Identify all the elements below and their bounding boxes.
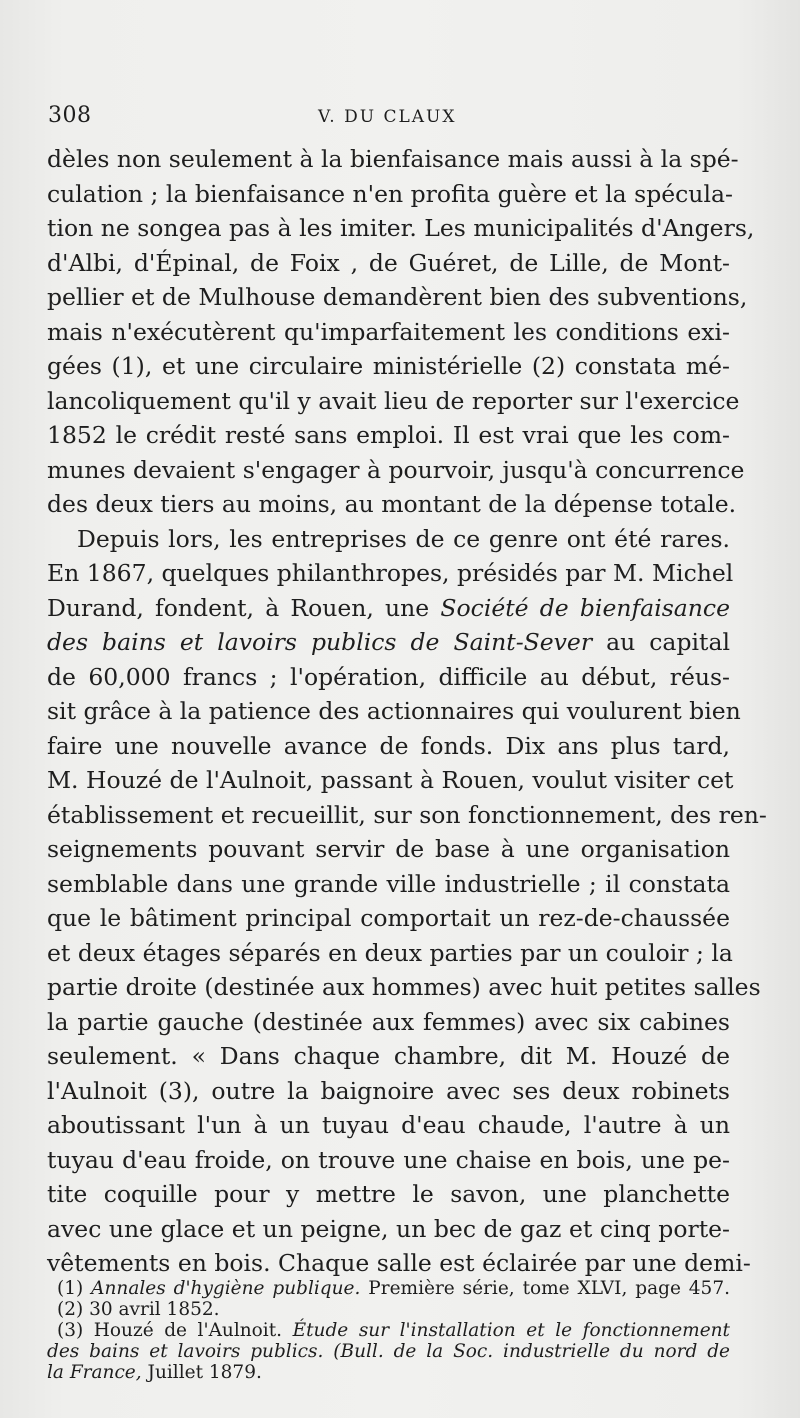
footnote-title: Étude sur l'installation et le fonctionnement — [292, 1320, 730, 1341]
text-line: gées (1), et une circulaire ministérielle (2) constata mé- — [47, 352, 730, 380]
text-line — [47, 591, 730, 626]
footnote-1 — [47, 1278, 730, 1299]
footnote-3-continued — [47, 1341, 730, 1362]
italic-title: des bains et lavoirs publics de Saint-Sever — [47, 628, 593, 656]
body-text — [47, 142, 767, 1281]
italic-title: Société de bienfaisance — [440, 593, 730, 622]
footnote-title: des bains et lavoirs publics. — [47, 1341, 324, 1362]
text-line: des deux tiers au moins, au montant de la dépense totale. — [47, 490, 737, 518]
footnote-text: Première série, tome XLVI, page 457. — [368, 1278, 730, 1299]
text-line: Depuis lors, les entreprises de ce genre ont été rares. — [77, 524, 730, 553]
footnote-source: (Bull. de la Soc. industrielle du nord de — [333, 1341, 730, 1362]
text-span: Durand, fondent, à Rouen, une — [47, 593, 430, 622]
page-number: 308 — [48, 103, 92, 128]
text-line: munes devaient s'engager à pourvoir, jusqu'à concurrence — [47, 455, 745, 484]
text-line: établissement et recueillit, sur son fonctionnement, des ren- — [47, 800, 767, 829]
footnote-2: (2) 30 avril 1852. — [57, 1299, 220, 1320]
text-line: culation ; la bienfaisance n'en profita guère et la spécula- — [47, 179, 733, 208]
text-line: seulement. « Dans chaque chambre, dit M. Houzé de — [47, 1042, 730, 1070]
text-line: 1852 le crédit resté sans emploi. Il est vrai que les com- — [47, 421, 730, 449]
text-line: M. Houzé de l'Aulnoit, passant à Rouen, voulut visiter cet — [47, 766, 734, 794]
text-line: mais n'exécutèrent qu'imparfaitement les conditions exi- — [47, 317, 730, 346]
text-line: tite coquille pour y mettre le savon, une planchette — [47, 1180, 730, 1208]
text-line: de 60,000 francs ; l'opération, difficile au début, réus- — [47, 662, 730, 691]
footnotes — [47, 1278, 730, 1383]
running-title: V. DU CLAUX — [318, 107, 457, 127]
text-line: tuyau d'eau froide, on trouve une chaise en bois, une pe- — [47, 1145, 730, 1174]
text-line: aboutissant l'un à un tuyau d'eau chaude, l'autre à un — [47, 1111, 730, 1139]
footnote-number: (1) — [57, 1278, 84, 1299]
text-line — [47, 625, 730, 660]
text-line: semblable dans une grande ville industrielle ; il constata — [47, 869, 730, 898]
text-line: et deux étages séparés en deux parties par un couloir ; la — [47, 938, 733, 967]
footnote-3 — [47, 1320, 730, 1341]
text-span: au capital — [606, 628, 730, 656]
footnote-date: Juillet 1879. — [147, 1362, 262, 1383]
text-line: l'Aulnoit (3), outre la baignoire avec ses deux robinets — [47, 1076, 730, 1105]
text-line: tion ne songea pas à les imiter. Les municipalités d'Angers, — [47, 214, 755, 242]
footnote-title: Annales d'hygiène publique. — [91, 1278, 361, 1299]
text-line: que le bâtiment principal comportait un rez-de-chaussée — [47, 904, 730, 932]
footnote-source: la France, — [47, 1362, 142, 1383]
text-line: partie droite (destinée aux hommes) avec huit petites salles — [47, 973, 761, 1001]
text-line: vêtements en bois. Chaque salle est éclairée par une demi- — [47, 1249, 751, 1277]
text-line: faire une nouvelle avance de fonds. Dix ans plus tard, — [47, 731, 730, 760]
text-line: seignements pouvant servir de base à une organisation — [47, 835, 730, 863]
text-line: la partie gauche (destinée aux femmes) avec six cabines — [47, 1007, 730, 1036]
page-header — [48, 103, 748, 133]
footnote-3-continued — [47, 1362, 730, 1383]
text-line: pellier et de Mulhouse demandèrent bien des subventions, — [47, 283, 748, 311]
text-line: d'Albi, d'Épinal, de Foix , de Guéret, de Lille, de Mont- — [47, 248, 730, 277]
text-line: En 1867, quelques philanthropes, présidés par M. Michel — [47, 559, 734, 587]
text-line: avec une glace et un peigne, un bec de gaz et cinq porte- — [47, 1214, 730, 1243]
footnote-text: (3) Houzé de l'Aulnoit. — [57, 1320, 283, 1341]
text-line: lancoliquement qu'il y avait lieu de reporter sur l'exercice — [47, 386, 740, 415]
text-line: sit grâce à la patience des actionnaires qui voulurent bien — [47, 697, 741, 725]
text-line: dèles non seulement à la bienfaisance mais aussi à la spé- — [47, 145, 739, 173]
